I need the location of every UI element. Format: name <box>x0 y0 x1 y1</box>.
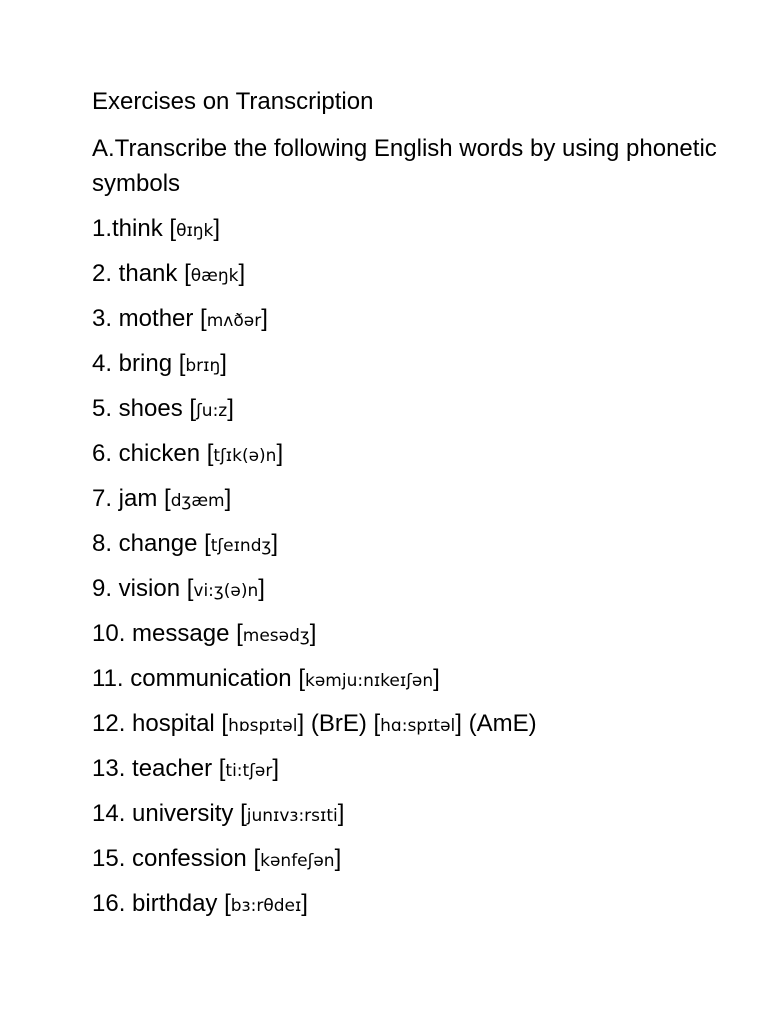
open-bracket: [ <box>206 440 214 467</box>
phonetic-transcription-alt: hɑ:spɪtəl <box>380 716 456 736</box>
close-bracket: ] <box>276 440 284 467</box>
open-bracket: [ <box>200 305 207 332</box>
document-page <box>92 86 732 931</box>
close-bracket: ] <box>337 800 345 827</box>
phonetic-transcription: θɪŋk <box>176 221 214 241</box>
close-bracket: ] <box>297 710 305 737</box>
word-entry <box>92 211 732 246</box>
word-list <box>92 211 732 921</box>
variant-label: (AmE) <box>461 710 537 737</box>
close-bracket: ] <box>272 755 280 782</box>
word-label: 8. change <box>92 530 205 557</box>
open-bracket: [ <box>236 620 243 647</box>
phonetic-transcription: vi:ʒ(ə)n <box>193 581 259 601</box>
word-entry <box>92 346 732 381</box>
close-bracket: ] <box>309 620 317 647</box>
word-label: 4. bring <box>92 350 179 377</box>
phonetic-transcription: ti:tʃər <box>225 761 273 781</box>
word-entry <box>92 886 732 921</box>
close-bracket: ] <box>261 305 268 332</box>
open-bracket: [ <box>221 710 229 737</box>
phonetic-transcription: θæŋk <box>190 266 239 286</box>
word-entry <box>92 526 732 561</box>
phonetic-transcription: junɪvɜ:rsɪti <box>246 806 338 826</box>
phonetic-transcription: kəmju:nɪkeɪʃən <box>305 671 434 691</box>
word-entry <box>92 751 732 786</box>
open-bracket: [ <box>373 710 381 737</box>
close-bracket: ] <box>271 530 278 557</box>
word-label: 11. communication <box>92 665 299 692</box>
word-entry <box>92 841 732 876</box>
open-bracket: [ <box>189 395 197 422</box>
word-entry <box>92 661 732 696</box>
word-label: 5. shoes <box>92 395 190 422</box>
word-entry <box>92 301 732 336</box>
word-label: 14. university <box>92 800 241 827</box>
word-label: 15. confession <box>92 845 254 872</box>
close-bracket: ] <box>238 260 246 287</box>
word-entry <box>92 616 732 651</box>
exercise-instruction: A.Transcribe the following English words by using phonetic symbols <box>92 135 717 197</box>
open-bracket: [ <box>204 530 211 557</box>
phonetic-transcription: dʒæm <box>170 491 225 511</box>
word-entry <box>92 571 732 606</box>
word-entry <box>92 481 732 516</box>
close-bracket: ] <box>455 710 462 737</box>
close-bracket: ] <box>433 665 440 692</box>
word-entry <box>92 706 732 741</box>
open-bracket: [ <box>253 845 261 872</box>
close-bracket: ] <box>213 215 221 242</box>
close-bracket: ] <box>227 395 234 422</box>
phonetic-transcription: tʃɪk(ə)n <box>213 446 277 466</box>
close-bracket: ] <box>224 485 232 512</box>
word-entry <box>92 256 732 291</box>
word-label: 10. message <box>92 620 237 647</box>
phonetic-transcription: ʃu:z <box>196 401 228 421</box>
word-label: 9. vision <box>92 575 187 602</box>
word-label: 12. hospital <box>92 710 222 737</box>
word-label: 16. birthday <box>92 890 225 917</box>
close-bracket: ] <box>220 350 227 377</box>
word-label: 1.think <box>92 215 170 242</box>
close-bracket: ] <box>258 575 265 602</box>
phonetic-transcription: mʌðər <box>206 311 262 331</box>
variant-label: (BrE) <box>304 710 374 737</box>
word-label: 2. thank <box>92 260 185 287</box>
word-label: 3. mother <box>92 305 201 332</box>
word-label: 13. teacher <box>92 755 219 782</box>
phonetic-transcription: hɒspɪtəl <box>228 716 298 736</box>
close-bracket: ] <box>301 890 308 917</box>
open-bracket: [ <box>224 890 231 917</box>
phonetic-transcription: kənfeʃən <box>260 851 335 871</box>
phonetic-transcription: brɪŋ <box>185 356 221 376</box>
open-bracket: [ <box>184 260 191 287</box>
open-bracket: [ <box>186 575 194 602</box>
phonetic-transcription: tʃeɪndʒ <box>210 536 272 556</box>
open-bracket: [ <box>164 485 171 512</box>
open-bracket: [ <box>218 755 226 782</box>
word-entry <box>92 391 732 426</box>
open-bracket: [ <box>169 215 177 242</box>
word-entry <box>92 796 732 831</box>
open-bracket: [ <box>178 350 186 377</box>
phonetic-transcription: mesədʒ <box>242 626 310 646</box>
close-bracket: ] <box>334 845 342 872</box>
document-title: Exercises on Transcription <box>92 88 374 115</box>
word-label: 7. jam <box>92 485 165 512</box>
word-entry <box>92 436 732 471</box>
phonetic-transcription: bɜ:rθdeɪ <box>230 896 302 916</box>
open-bracket: [ <box>240 800 247 827</box>
word-label: 6. chicken <box>92 440 207 467</box>
open-bracket: [ <box>298 665 305 692</box>
